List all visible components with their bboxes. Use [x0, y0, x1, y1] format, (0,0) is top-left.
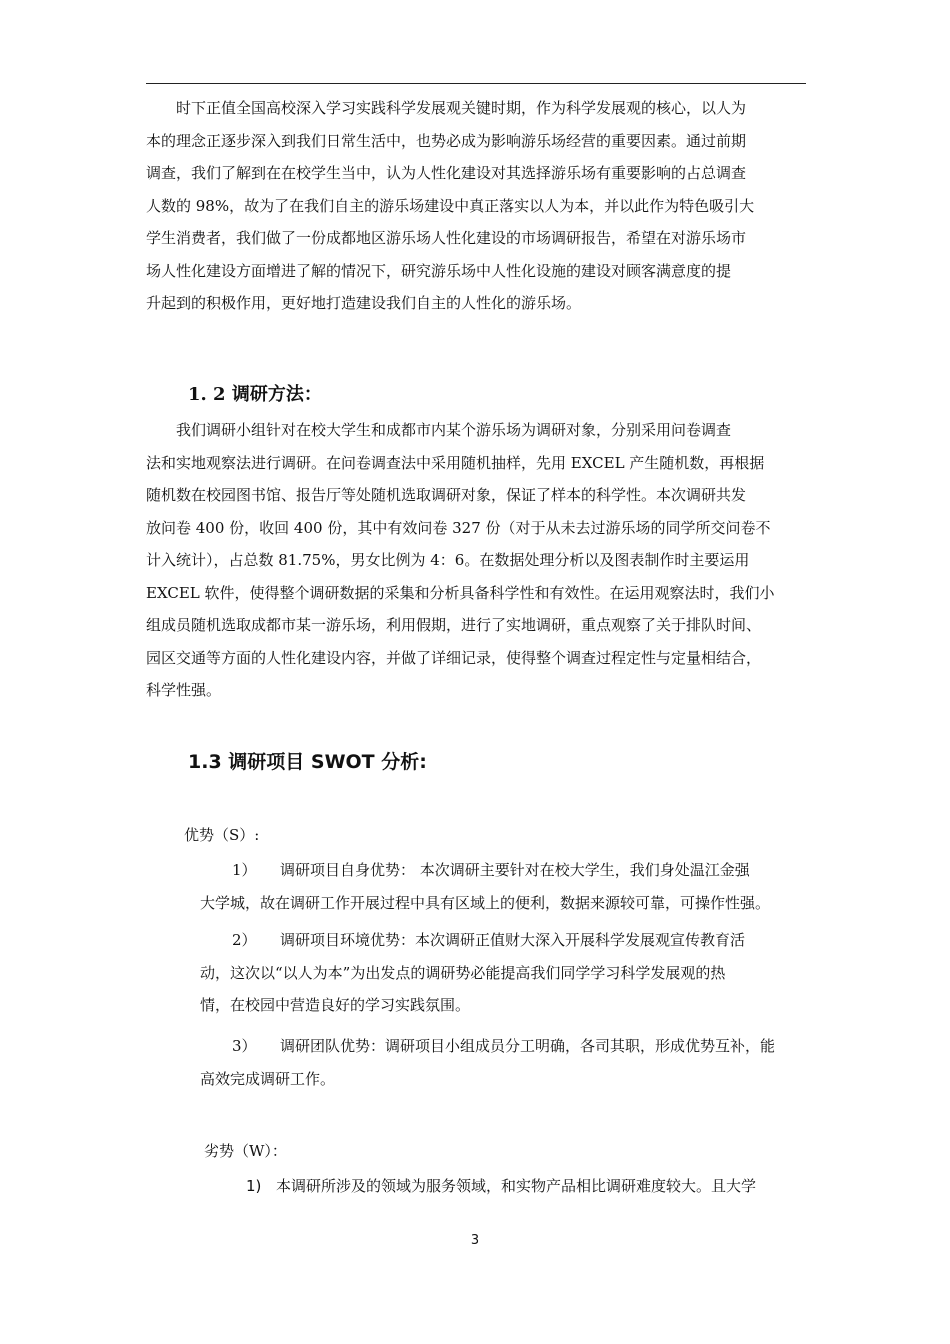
section-1-2-paragraph [146, 414, 806, 707]
method-line: EXCEL 软件，使得整个调研数据的采集和分析具备科学性和有效性。在运用观察法时，我们小 [146, 583, 775, 602]
method-line: 法和实地观察法进行调研。在问卷调查法中采用随机抽样，先用 EXCEL 产生随机数，再根据 [146, 453, 765, 472]
method-line: 放问卷 400 份，收回 400 份，其中有效问卷 327 份（对于从未去过游乐场的同学所交问卷不 [146, 518, 771, 537]
section-1-3-heading: 1.3 调研项目 SWOT 分析: [188, 751, 427, 773]
strength-item-3 [200, 1030, 776, 1095]
list-item-line: 情，在校园中营造良好的学习实践氛围。 [200, 996, 471, 1014]
section-1-2-heading: 1. 2 调研方法： [188, 384, 322, 405]
intro-line: 场人性化建设方面增进了解的情况下，研究游乐场中人性化设施的建设对顾客满意度的提 [146, 261, 732, 280]
list-item-line: 调研团队优势：调研项目小组成员分工明确，各司其职，形成优势互补，能 [280, 1037, 776, 1055]
strength-item-2 [200, 924, 746, 1022]
weaknesses-label: 劣势（W）： [204, 1142, 287, 1160]
strength-item-1 [200, 854, 771, 919]
list-number: 1) [246, 1177, 262, 1195]
intro-paragraph [146, 92, 806, 320]
method-line: 随机数在校园图书馆、报告厅等处随机选取调研对象，保证了样本的科学性。本次调研共发 [146, 486, 747, 504]
method-line: 科学性强。 [146, 681, 222, 699]
intro-line: 调查，我们了解到在在校学生当中，认为人性化建设对其选择游乐场有重要影响的占总调查 [146, 164, 747, 182]
method-line: 我们调研小组针对在校大学生和成都市内某个游乐场为调研对象，分别采用问卷调查 [176, 421, 732, 439]
method-line: 计入统计），占总数 81.75%，男女比例为 4：6。在数据处理分析以及图表制作时主要运用 [146, 551, 750, 569]
list-item-line: 本调研所涉及的领域为服务领域，和实物产品相比调研难度较大。且大学 [276, 1177, 757, 1195]
list-item-line: 调研项目环境优势：本次调研正值财大深入开展科学发展观宣传教育活 [280, 931, 746, 949]
list-number: 3） [232, 1037, 257, 1055]
page-number: 3 [470, 1233, 480, 1248]
method-line: 组成员随机选取成都市某一游乐场，利用假期，进行了实地调研，重点观察了关于排队时间、 [146, 616, 762, 634]
intro-line: 升起到的积极作用，更好地打造建设我们自主的人性化的游乐场。 [146, 294, 582, 312]
intro-line: 学生消费者，我们做了一份成都地区游乐场人性化建设的市场调研报告，希望在对游乐场市 [146, 229, 747, 247]
list-item-line: 调研项目自身优势： 本次调研主要针对在校大学生，我们身处温江金强 [280, 861, 750, 879]
list-item-line: 大学城，故在调研工作开展过程中具有区域上的便利，数据来源较可靠，可操作性强。 [200, 893, 771, 912]
intro-line: 本的理念正逐步深入到我们日常生活中，也势必成为影响游乐场经营的重要因素。通过前期 [146, 131, 747, 150]
method-line: 园区交通等方面的人性化建设内容，并做了详细记录，使得整个调查过程定性与定量相结合， [146, 648, 762, 667]
strengths-label: 优势（S）: [184, 826, 260, 844]
list-item-line: 动，这次以“以人为本”为出发点的调研势必能提高我们同学学习科学发展观的热 [200, 963, 726, 982]
intro-line: 时下正值全国高校深入学习实践科学发展观关键时期，作为科学发展观的核心，以人为 [176, 99, 747, 117]
header-rule [146, 83, 806, 84]
list-number: 2） [232, 931, 257, 949]
weakness-item-1 [246, 1170, 756, 1203]
list-number: 1） [232, 861, 257, 879]
intro-line: 人数的 98%，故为了在我们自主的游乐场建设中真正落实以人为本，并以此作为特色吸引大 [146, 196, 755, 215]
list-item-line: 高效完成调研工作。 [200, 1069, 336, 1088]
